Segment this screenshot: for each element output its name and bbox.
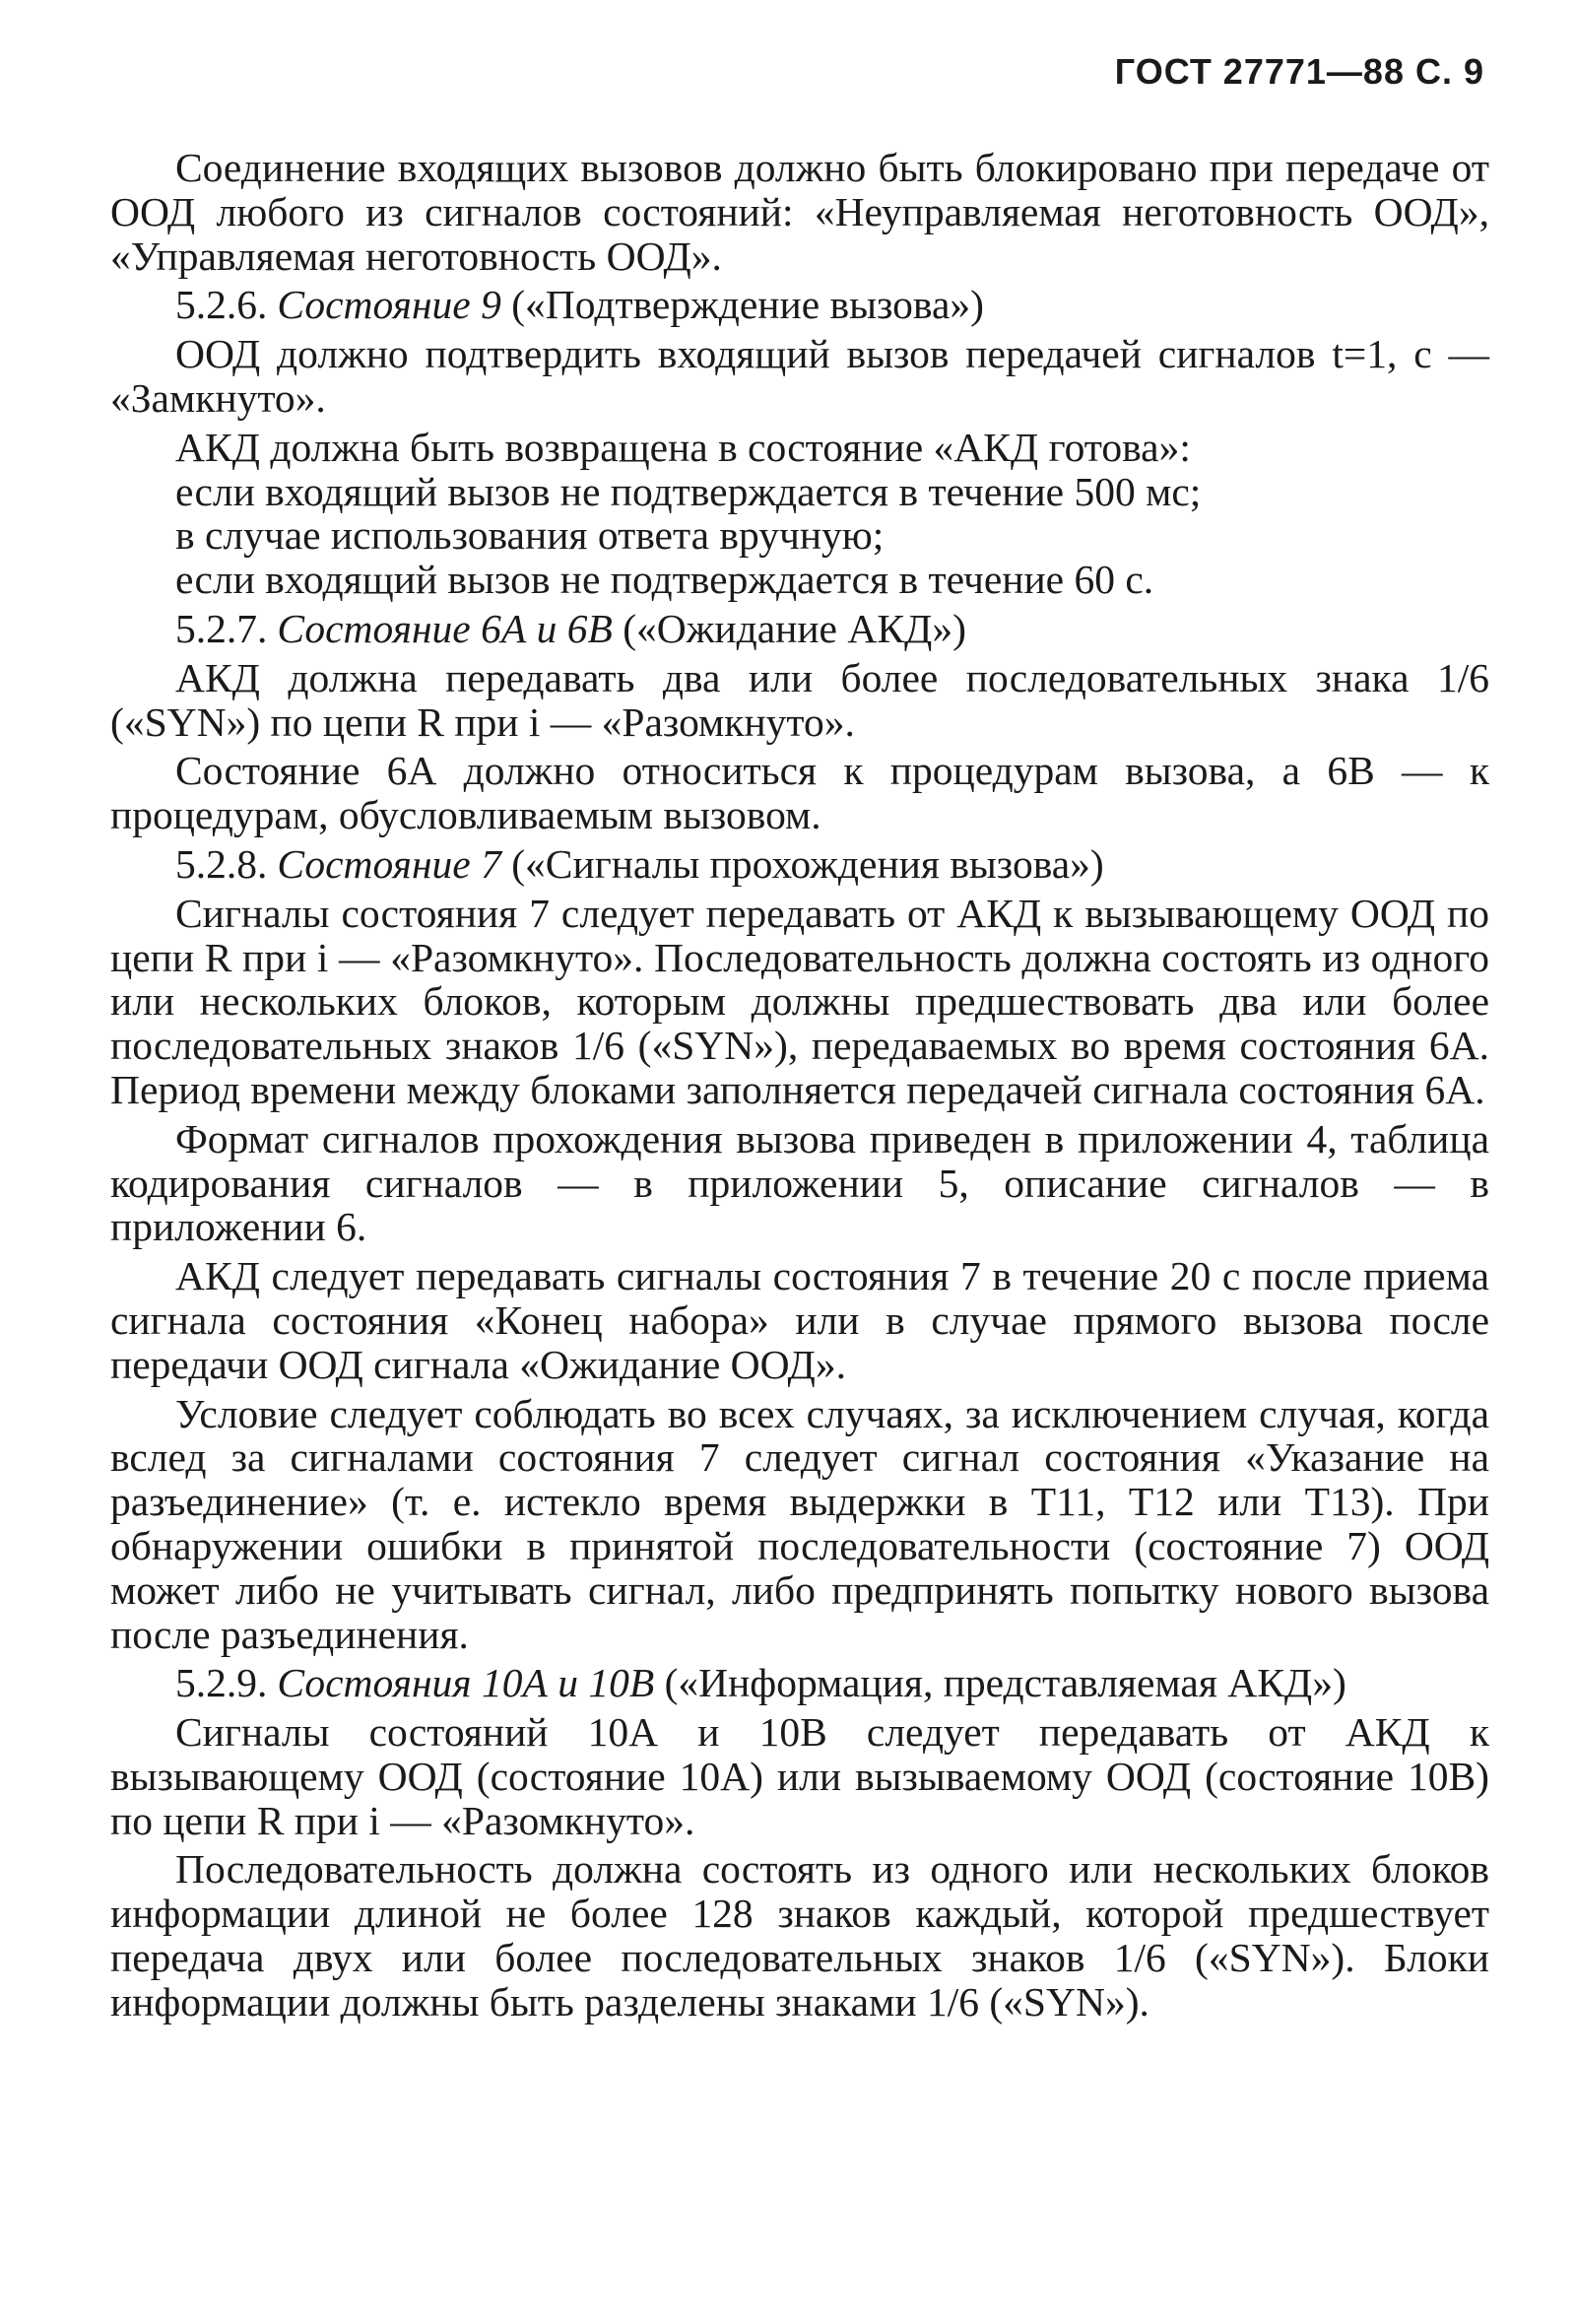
paragraph: Последовательность должна состоять из одного или нескольких блоков информации длиной не более 128 знаков каждый, которой предшествует передача двух или более последовательных знаков 1/6 («SYN»). Блоки информации должны быть разделены знаками 1/6 («SYN»). [110, 1846, 1489, 2025]
paragraph: АКД должна быть возвращена в состояние «АКД готова»: [175, 424, 1191, 470]
paragraph: Сигналы состояния 7 следует передавать от АКД к вызывающему ООД по цепи R при i — «Разомкнуто». Последовательность должна состоять из одного или нескольких блоков, которым должны предшествовать два или более последовательных знаков 1/6 («SYN»), передаваемых во время состояния 6А. Период времени между блоками заполняется передачей сигнала состояния 6А. [110, 890, 1489, 1112]
section-title: Состояние 7 [277, 840, 501, 887]
section-title: Состояние 9 [277, 282, 501, 328]
section-heading-5-2-6 [110, 283, 1489, 327]
paragraph: Формат сигналов прохождения вызова приведен в приложении 4, таблица кодирования сигналов — в приложении 5, описание сигналов — в приложении 6. [110, 1115, 1489, 1250]
section-heading-5-2-9 [110, 1661, 1489, 1705]
section-number: 5.2.6. [175, 282, 268, 328]
paragraph: ООД должно подтвердить входящий вызов передачей сигналов t=1, c — «Замкнуто». [110, 331, 1489, 421]
body-text [110, 146, 1489, 2029]
section-number: 5.2.8. [175, 840, 268, 887]
paragraph: Сигналы состояний 10А и 10В следует передавать от АКД к вызывающему ООД (состояние 10А) или вызываемому ООД (состояние 10В) по цепи R при i — «Разомкнуто». [110, 1709, 1489, 1843]
section-number: 5.2.9. [175, 1660, 268, 1706]
list-item: в случае использования ответа вручную; [175, 512, 885, 559]
paragraph: Состояние 6А должно относиться к процедурам вызова, а 6В — к процедурам, обусловливаемым вызовом. [110, 748, 1489, 838]
section-subtitle: («Ожидание АКД») [623, 605, 966, 651]
paragraph: Соединение входящих вызовов должно быть блокировано при передаче от ООД любого из сигналов состояний: «Неуправляемая неготовность ООД», «Управляемая неготовность ООД». [110, 145, 1489, 279]
section-heading-5-2-8 [110, 842, 1489, 887]
section-subtitle: («Сигналы прохождения вызова») [511, 840, 1104, 887]
section-title: Состояние 6А и 6В [277, 605, 613, 651]
section-subtitle: («Информация, представляемая АКД») [664, 1660, 1346, 1706]
section-number: 5.2.7. [175, 605, 268, 651]
running-header: ГОСТ 27771—88 С. 9 [1114, 51, 1484, 92]
section-heading-5-2-7 [110, 607, 1489, 651]
paragraph: АКД следует передавать сигналы состояния 7 в течение 20 с после приема сигнала состояния «Конец набора» или в случае прямого вызова после передачи ООД сигнала «Ожидание ООД». [110, 1253, 1489, 1387]
list-item: если входящий вызов не подтверждается в течение 500 мс; [175, 468, 1202, 514]
section-title: Состояния 10А и 10В [277, 1660, 655, 1706]
paragraph: АКД должна передавать два или более последовательных знака 1/6 («SYN») по цепи R при i — «Разомкнуто». [110, 654, 1489, 745]
paragraph: Условие следует соблюдать во всех случаях, за исключением случая, когда вслед за сигналами состояния 7 следует сигнал состояния «Указание на разъединение» (т. е. истекло время выдержки в Т11, Т12 или Т13). При обнаружении ошибки в принятой последовательности (состояние 7) ООД может либо не учитывать сигнал, либо предпринять попытку нового вызова после разъединения. [110, 1390, 1489, 1657]
list-item: если входящий вызов не подтверждается в течение 60 с. [175, 557, 1154, 603]
section-subtitle: («Подтверждение вызова») [511, 282, 984, 328]
